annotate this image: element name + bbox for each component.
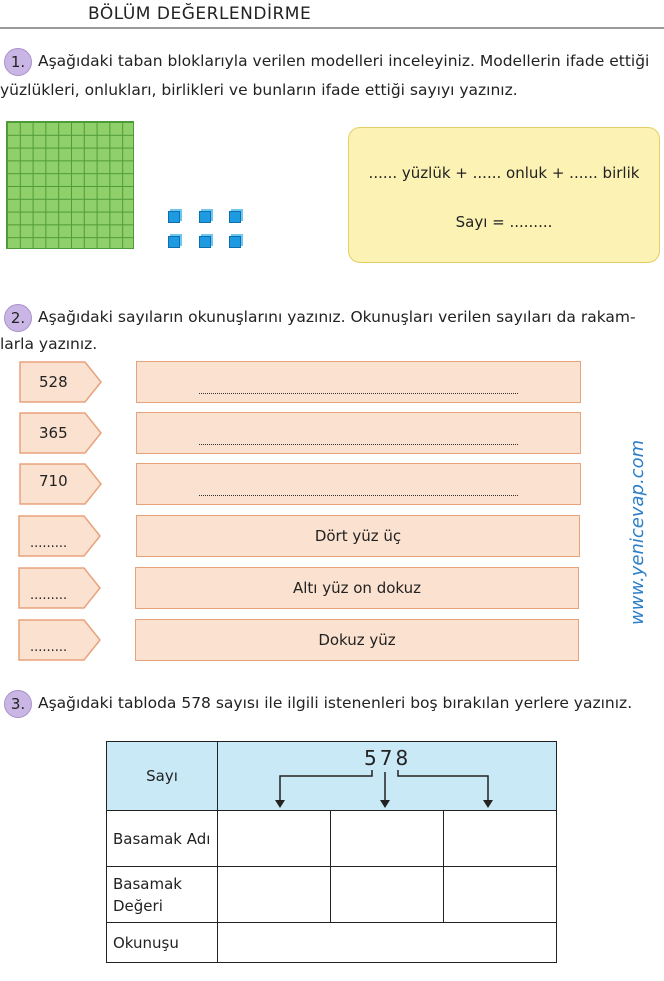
- watermark-logo: [619, 400, 653, 625]
- reading-bar: [136, 515, 580, 557]
- writing-line[interactable]: [199, 494, 518, 496]
- question-1-number: 1.: [4, 48, 32, 76]
- question-1-text-line-2: yüzlükleri, onlukları, birlikleri ve bunların ifade ettiği sayıyı yazınız.: [0, 81, 518, 99]
- writing-line[interactable]: [199, 392, 518, 394]
- question-3-text: Aşağıdaki tabloda 578 sayısı ile ilgili istenenleri boş bırakılan yerlere yazınız.: [38, 694, 633, 712]
- answer-cell-reading[interactable]: [218, 923, 557, 963]
- question-2-number: 2.: [4, 304, 32, 332]
- number-tag-value: 528: [39, 373, 68, 391]
- hundreds-block: [6, 121, 134, 249]
- question-2-text-line-1: Aşağıdaki sayıların okunuşlarını yazınız. Okunuşları verilen sayıları da rakam-: [38, 308, 636, 326]
- number-tag[interactable]: [18, 515, 102, 557]
- answer-cell[interactable]: [444, 867, 557, 923]
- writing-line[interactable]: [199, 443, 518, 445]
- number-blank[interactable]: .........: [30, 640, 68, 655]
- reading-text: Dört yüz üç: [314, 527, 402, 545]
- number-tag: [19, 412, 103, 454]
- number-tag-value: 710: [39, 472, 68, 490]
- question-1-text-line-1: Aşağıdaki taban bloklarıyla verilen modelleri inceleyiniz. Modellerin ifade ettiği: [38, 52, 650, 70]
- place-value-table: [106, 741, 557, 963]
- unit-cube: [199, 236, 211, 248]
- row-label-okunusu: Okunuşu: [107, 923, 218, 963]
- unit-cube: [229, 236, 241, 248]
- header-divider: [0, 27, 664, 29]
- reading-bar[interactable]: [136, 463, 581, 505]
- reading-bar: [135, 567, 579, 609]
- row-label-sayi: Sayı: [107, 742, 218, 811]
- answer-cell[interactable]: [444, 811, 557, 867]
- reading-bar[interactable]: [136, 412, 581, 454]
- unit-cube: [168, 211, 180, 223]
- answer-number[interactable]: Sayı = .........: [455, 213, 553, 231]
- question-2-text-line-2: larla yazınız.: [0, 335, 98, 353]
- question-3-number: 3.: [4, 690, 32, 718]
- answer-place-values[interactable]: ...... yüzlük + ...... onluk + ...... birlik: [368, 164, 640, 182]
- number-blank[interactable]: .........: [30, 536, 68, 551]
- answer-box: [348, 127, 660, 263]
- unit-cube: [199, 211, 211, 223]
- row-label-part: Değeri: [113, 896, 163, 915]
- page-title: BÖLÜM DEĞERLENDİRME: [88, 4, 312, 24]
- svg-text:www.yenicevap.com: www.yenicevap.com: [627, 439, 648, 625]
- place-arrows: [218, 742, 554, 810]
- number-tag[interactable]: [18, 619, 102, 661]
- row-label-part: Basamak: [113, 874, 182, 893]
- number-578: 578: [364, 746, 412, 770]
- answer-cell[interactable]: [331, 867, 444, 923]
- number-tag: [19, 361, 103, 403]
- number-tag: [19, 463, 103, 505]
- answer-cell[interactable]: [331, 811, 444, 867]
- reading-bar[interactable]: [136, 361, 581, 403]
- answer-cell[interactable]: [218, 811, 331, 867]
- unit-cube: [168, 236, 180, 248]
- number-cell: [218, 742, 557, 811]
- reading-bar: [135, 619, 579, 661]
- number-tag-value: 365: [39, 424, 68, 442]
- answer-cell[interactable]: [218, 867, 331, 923]
- reading-text: Altı yüz on dokuz: [292, 579, 422, 597]
- row-label-basamak-adi: Basamak Adı: [107, 811, 218, 867]
- number-blank[interactable]: .........: [30, 588, 68, 603]
- row-label-basamak-degeri: [107, 867, 218, 923]
- number-tag[interactable]: [18, 567, 102, 609]
- reading-text: Dokuz yüz: [318, 631, 396, 649]
- unit-cube: [229, 211, 241, 223]
